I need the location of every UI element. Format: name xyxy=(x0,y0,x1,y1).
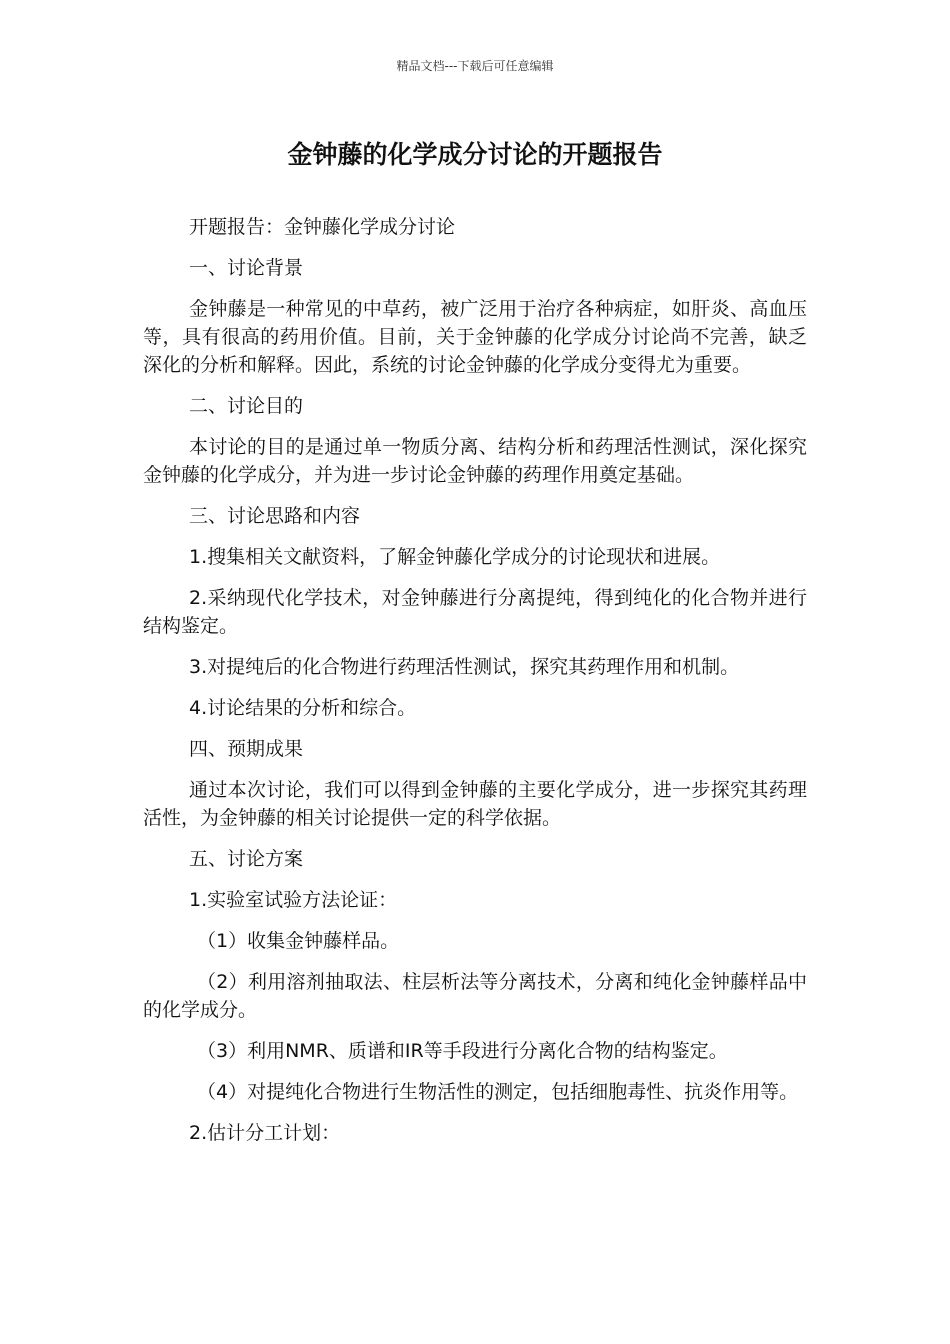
list-item-approach-1: 1.搜集相关文献资料，了解金钟藤化学成分的讨论现状和进展。 xyxy=(189,546,721,568)
document-body xyxy=(143,213,807,1160)
sub-item-plan-2: （2）利用溶剂抽取法、柱层析法等分离技术，分离和纯化金钟藤样品中的化学成分。 xyxy=(143,971,807,1021)
section-heading-purpose: 二、讨论目的 xyxy=(189,395,304,417)
document-title: 金钟藤的化学成分讨论的开题报告 xyxy=(287,140,663,169)
list-item-approach-3: 3.对提纯后的化合物进行药理活性测试，探究其药理作用和机制。 xyxy=(189,656,740,678)
list-item-plan-2: 2.估计分工计划： xyxy=(189,1122,341,1144)
sub-item-plan-1: （1）收集金钟藤样品。 xyxy=(197,930,400,952)
paragraph-purpose: 本讨论的目的是通过单一物质分离、结构分析和药理活性测试，深化探究金钟藤的化学成分，并为进一步讨论金钟藤的药理作用奠定基础。 xyxy=(143,436,807,486)
paragraph-background: 金钟藤是一种常见的中草药，被广泛用于治疗各种病症，如肝炎、高血压等，具有很高的药用价值。目前，关于金钟藤的化学成分讨论尚不完善，缺乏深化的分析和解释。因此，系统的讨论金钟藤的化学成分变得尤为重要。 xyxy=(143,298,807,376)
paragraph-outcomes: 通过本次讨论，我们可以得到金钟藤的主要化学成分，进一步探究其药理活性，为金钟藤的相关讨论提供一定的科学依据。 xyxy=(143,779,807,829)
list-item-approach-2: 2.采纳现代化学技术，对金钟藤进行分离提纯，得到纯化的化合物并进行结构鉴定。 xyxy=(143,587,807,637)
section-heading-background: 一、讨论背景 xyxy=(189,257,304,279)
section-heading-plan: 五、讨论方案 xyxy=(189,848,304,870)
header-note: 精品文档---下载后可任意编辑 xyxy=(396,59,554,73)
section-heading-outcomes: 四、预期成果 xyxy=(189,738,304,760)
sub-item-plan-4: （4）对提纯化合物进行生物活性的测定，包括细胞毒性、抗炎作用等。 xyxy=(197,1081,799,1103)
sub-item-plan-3: （3）利用NMR、质谱和IR等手段进行分离化合物的结构鉴定。 xyxy=(197,1040,728,1062)
section-heading-approach: 三、讨论思路和内容 xyxy=(189,505,361,527)
list-item-plan-1: 1.实验室试验方法论证： xyxy=(189,889,398,911)
report-label: 开题报告：金钟藤化学成分讨论 xyxy=(189,216,456,238)
list-item-approach-4: 4.讨论结果的分析和综合。 xyxy=(189,697,417,719)
